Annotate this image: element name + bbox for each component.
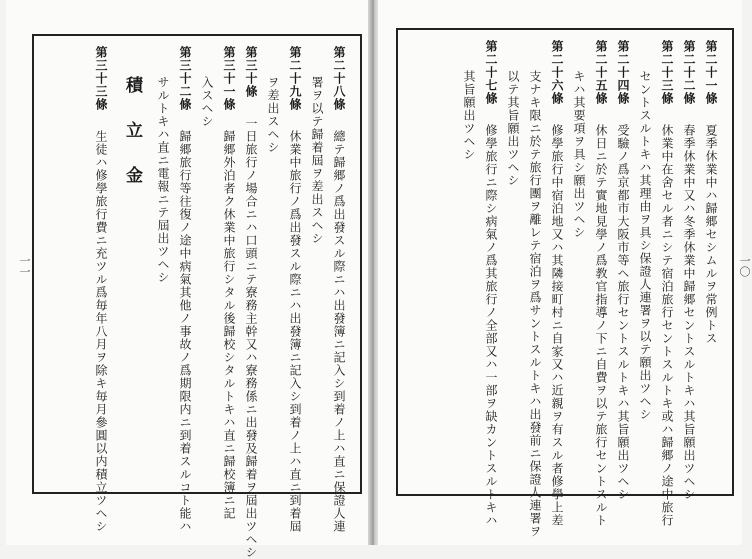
text-column: [678, 40, 700, 501]
article-text: 休業中在舍セル者ニシテ宿泊旅行セントスルトキ或ハ歸郷ノ途中旅行: [660, 124, 674, 527]
article-text: 生徒ハ修學旅行費ニ充ツル爲毎年八月ヲ除キ毎月參圓以内積立ツヘシ: [94, 130, 108, 533]
text-column: [700, 40, 722, 480]
article-heading: 第三十二條: [178, 46, 192, 111]
text-column: [196, 46, 218, 516]
text-columns-left: [34, 36, 360, 559]
text-column: [546, 40, 568, 527]
text-column: [590, 40, 612, 527]
article-heading: 第三十一條: [222, 46, 236, 111]
article-text: ヲ差出スヘシ: [266, 76, 280, 154]
article-heading: 第二十五條: [594, 40, 608, 105]
article-text: 夏季休業中ハ歸郷セシムルヲ常例トス: [704, 124, 718, 345]
text-column: [328, 46, 350, 533]
article-heading: 第二十九條: [288, 46, 302, 111]
article-heading: 第二十一條: [704, 40, 718, 105]
text-column: [502, 40, 524, 510]
article-heading: 第三十三條: [94, 46, 108, 111]
right-page: [378, 0, 751, 545]
article-text: 其旨願出ツヘシ: [462, 70, 476, 161]
article-text: 休日ニ於テ實地見學ノ爲教官指導ノ下ニ自費ヲ以テ旅行セントスルト: [594, 124, 608, 527]
text-column: [218, 46, 240, 520]
page-number-right: 一〇: [738, 255, 751, 277]
text-column: [524, 40, 546, 538]
text-column: [174, 46, 196, 533]
article-text: 修學旅行中宿泊地又ハ其隣接町村ニ自家又ハ近親ヲ有スル者修學上差: [550, 124, 564, 527]
article-text: 歸郷外泊者ク休業中旅行シタル後歸校シタルトキハ直ニ歸校簿ニ記: [222, 130, 236, 520]
page-number-left: 一一: [18, 255, 31, 277]
text-column: [612, 40, 634, 501]
article-heading: 第二十七條: [484, 40, 498, 105]
text-column: [306, 46, 328, 516]
article-heading: 第二十八條: [332, 46, 346, 111]
text-column: [152, 46, 174, 516]
text-frame-left: [32, 34, 362, 559]
text-column: [284, 46, 306, 533]
text-column: [240, 46, 262, 559]
article-text: 修學旅行ニ際シ病氣ノ爲其旅行ノ全部又ハ一部ヲ缺カントスルトキハ: [484, 124, 498, 527]
article-text: 歸郷旅行等往復ノ途中病氣其他ノ事故ノ爲期限内ニ到着スルコト能ハ: [178, 130, 192, 533]
article-heading: 第二十六條: [550, 40, 564, 105]
text-frame-right: [396, 28, 734, 538]
text-column: [568, 40, 590, 510]
article-text: 休業中旅行ノ爲出發スル際ニハ出發簿ニ記入シ到着ノ上ハ直ニ到着屆: [288, 130, 302, 533]
article-text: 入スヘシ: [200, 76, 214, 128]
article-text: 以テ其旨願出ツヘシ: [506, 70, 520, 187]
text-column: [90, 46, 112, 533]
text-column: [458, 40, 480, 510]
article-text: 一日旅行ノ場合ニハ口頭ニテ寮務主幹又ハ寮務係ニ出發及歸着ヲ屆出ツヘシ: [244, 117, 258, 559]
article-text: 支ナキ限ニ於テ旅行團ヲ離レテ宿泊ヲ爲サントスルトキハ出發前ニ保證人連署ヲ: [528, 70, 542, 538]
text-column: [656, 40, 678, 527]
article-text: 總テ歸郷ノ爲出發スル際ニハ出發簿ニ記入シ到着ノ上ハ直ニ保證人連: [332, 130, 346, 533]
article-text: サルトキハ直ニ電報ニテ屆出ツヘシ: [156, 76, 170, 284]
article-text: 春季休業中又ハ冬季休業中歸郷セントスルトキハ其旨願出ツヘシ: [682, 124, 696, 501]
left-page: [6, 0, 370, 559]
text-column: [634, 40, 656, 510]
article-heading: 第二十二條: [682, 40, 696, 105]
text-column: [480, 40, 502, 527]
article-text: 署ヲ以テ歸着屆ヲ差出スヘシ: [310, 76, 324, 245]
text-column: [262, 46, 284, 516]
article-heading: 第二十四條: [616, 40, 630, 105]
article-text: キハ其要項ヲ具シ願出ツヘシ: [572, 70, 586, 239]
article-heading: 第二十三條: [660, 40, 674, 105]
article-text: セントスルトキハ其理由ヲ具シ保證人連署ヲ以テ願出ツヘシ: [638, 70, 652, 421]
text-columns-right: [398, 30, 732, 538]
article-text: 受驗ノ爲京都市大阪市等ヘ旅行セントスルトキハ其旨願出ツヘシ: [616, 124, 630, 501]
section-title: 積立金: [122, 76, 142, 211]
article-heading: 第三十條: [244, 46, 258, 98]
